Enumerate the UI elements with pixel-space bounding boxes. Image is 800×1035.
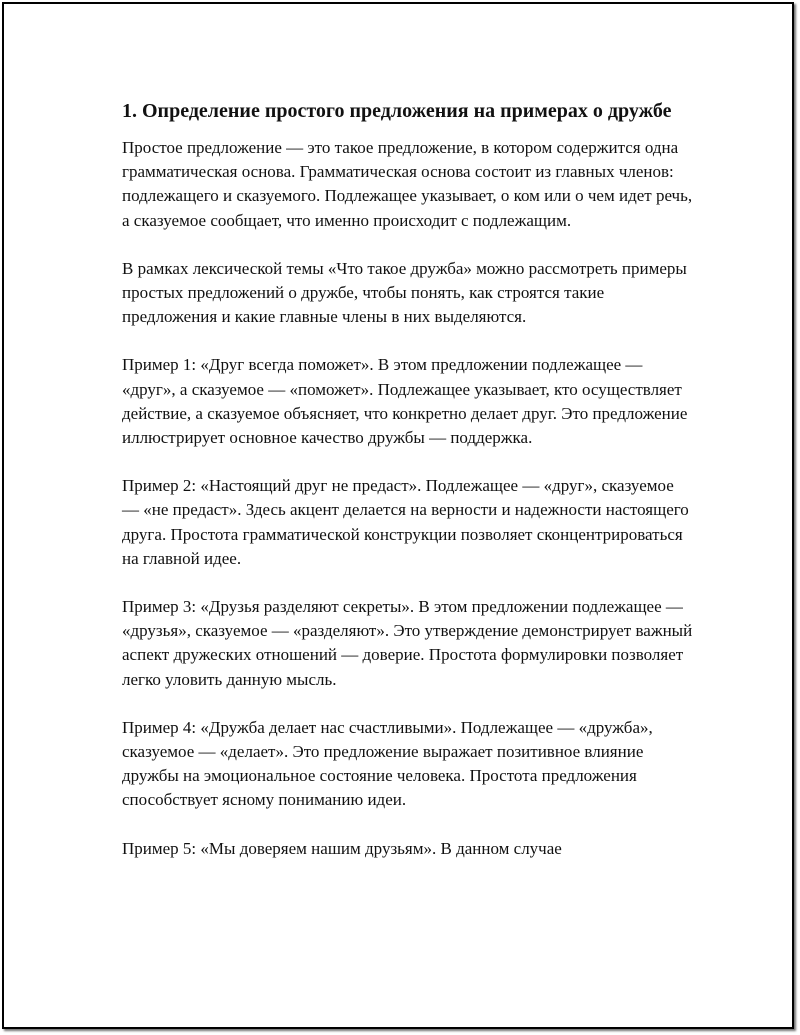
paragraph-example-4: Пример 4: «Дружба делает нас счастливыми». Подлежащее — «дружба», сказуемое — «делает». Это предложение выражает позитивное влияние дружбы на эмоциональное состояние человека. Простота предложения способствует ясному пониманию идеи.	[122, 717, 653, 810]
page-frame	[2, 2, 794, 1029]
document-body	[122, 97, 694, 885]
section-heading: 1. Определение простого предложения на примерах о дружбе	[122, 100, 672, 122]
paragraph-example-5: Пример 5: «Мы доверяем нашим друзьям». В данном случае	[122, 838, 562, 858]
paragraph-example-2: Пример 2: «Настоящий друг не предаст». Подлежащее — «друг», сказуемое — «не предаст». Здесь акцент делается на верности и надежности настоящего друга. Простота грамматической конструкции позволяет сконцентрироваться на главной идее.	[122, 476, 689, 568]
paragraph-intro: В рамках лексической темы «Что такое дружба» можно рассмотреть примеры простых предложений о дружбе, чтобы понять, как строятся такие предложения и какие главные члены в них выделяются.	[122, 258, 687, 327]
paragraph-definition: Простое предложение — это такое предложение, в котором содержится одна грамматическая основа. Грамматическая основа состоит из главных членов: подлежащего и сказуемого. Подлежащее указывает, о ком или о чем идет речь, а сказуемое сообщает, что именно происходит с подлежащим.	[122, 138, 693, 230]
paragraph-example-3: Пример 3: «Друзья разделяют секреты». В этом предложении подлежащее — «друзья», сказуемое — «разделяют». Это утверждение демонстрирует важный аспект дружеских отношений — доверие. Простота формулировки позволяет легко уловить данную мысль.	[122, 597, 693, 689]
paragraph-example-1: Пример 1: «Друг всегда поможет». В этом предложении подлежащее — «друг», а сказуемое — «поможет». Подлежащее указывает, кто осуществляет действие, а сказуемое объясняет, что конкретно делает друг. Это предложение иллюстрирует основное качество дружбы — поддержка.	[122, 355, 688, 448]
